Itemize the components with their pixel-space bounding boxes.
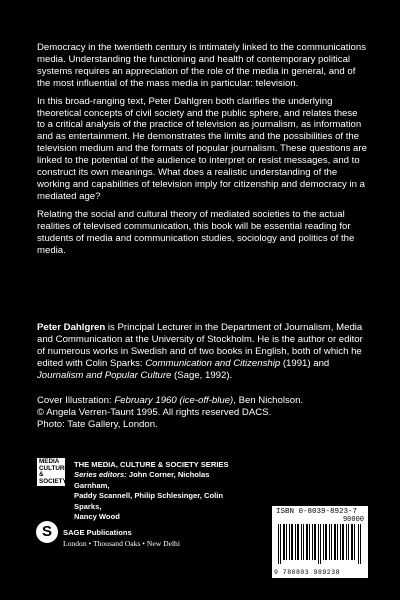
artist-name: , Ben Nicholson. (233, 395, 304, 406)
blurb (37, 42, 367, 262)
series-editors-2: Paddy Scannell, Philip Schlesinger, Colin Sparks, (74, 491, 223, 511)
publisher-cities: London • Thousand Oaks • New Delhi (63, 539, 180, 548)
series-logo-line-2: CULTURE (39, 464, 69, 472)
illustration-credit (37, 395, 367, 407)
series-info (74, 460, 244, 522)
series-editors-3: Nancy Wood (74, 512, 120, 522)
sage-logo-icon (36, 521, 58, 543)
series-editors-1: John Corner, Nicholas Garnham, (74, 470, 210, 490)
blurb-paragraph-2: In this broad-ranging text, Peter Dahlgren both clarifies the underlying theoretical concepts of civil society and the public sphere, and relates these to a critical analysis of the practice of television as journalism, as information and as entertainment. He demonstrates the limits and the possibilities of the television medium and the formats of popular journalism. These questions are linked to the potential of the audience to interpret or resist messages, and to construct its own meanings. What does a realistic understanding of the working and capabilities of television imply for citizenship and democracy in a mediated age? (37, 95, 367, 202)
barcode-label (272, 506, 368, 578)
sage-logo-letter: S (41, 523, 52, 540)
copyright-line: © Angela Verren-Taunt 1995. All rights reserved DACS. (37, 406, 272, 418)
series-title: THE MEDIA, CULTURE & SOCIETY SERIES (74, 460, 229, 469)
cover-credits (37, 395, 367, 431)
bio-book-title-2: Journalism and Popular Culture (37, 369, 172, 381)
series-editors-label: Series editors: (74, 470, 127, 480)
publisher-info (63, 527, 180, 549)
series-logo-line-3: & SOCIETY (39, 471, 67, 485)
illustration-label: Cover Illustration: (37, 395, 115, 406)
barcode-number: 9 780803 989238 (274, 569, 341, 576)
blurb-paragraph-1: Democracy in the twentieth century is intimately linked to the communications media. Understanding the functioning and health of contemporary political systems requires an appreciation of the role of the media in general, and of the most influential of the mass media in particular: television. (37, 42, 366, 89)
artwork-title: February 1960 (ice-off-blue) (114, 395, 234, 406)
bio-text-b: (1991) and (280, 357, 330, 369)
bio-book-title-1: Communication and Citizenship (145, 357, 281, 369)
author-name: Peter Dahlgren (37, 322, 106, 333)
series-logo-line-1: MEDIA (39, 458, 60, 465)
barcode-icon (278, 524, 362, 564)
bio-text-a: is Principal Lecturer in the Department of Journalism, Media and Communication at the University of Stockholm. He is the author or editor of numerous works in Swedish and of two books in English, both of which he edited with Colin Sparks: (37, 322, 363, 369)
bio-text-c: (Sage, 1992). (171, 369, 233, 381)
publisher-name: SAGE Publications (63, 528, 132, 537)
author-bio (37, 322, 367, 382)
price-code: 90000 (342, 516, 364, 524)
blurb-paragraph-3: Relating the social and cultural theory of mediated societies to the actual realities of televised communication, this book will be essential reading for students of media and communication studies, sociology and politics of the media. (37, 208, 355, 256)
isbn-text: ISBN 0-8039-8923-7 (276, 508, 358, 516)
photo-credit: Photo: Tate Gallery, London. (37, 418, 158, 430)
series-logo (37, 458, 69, 486)
